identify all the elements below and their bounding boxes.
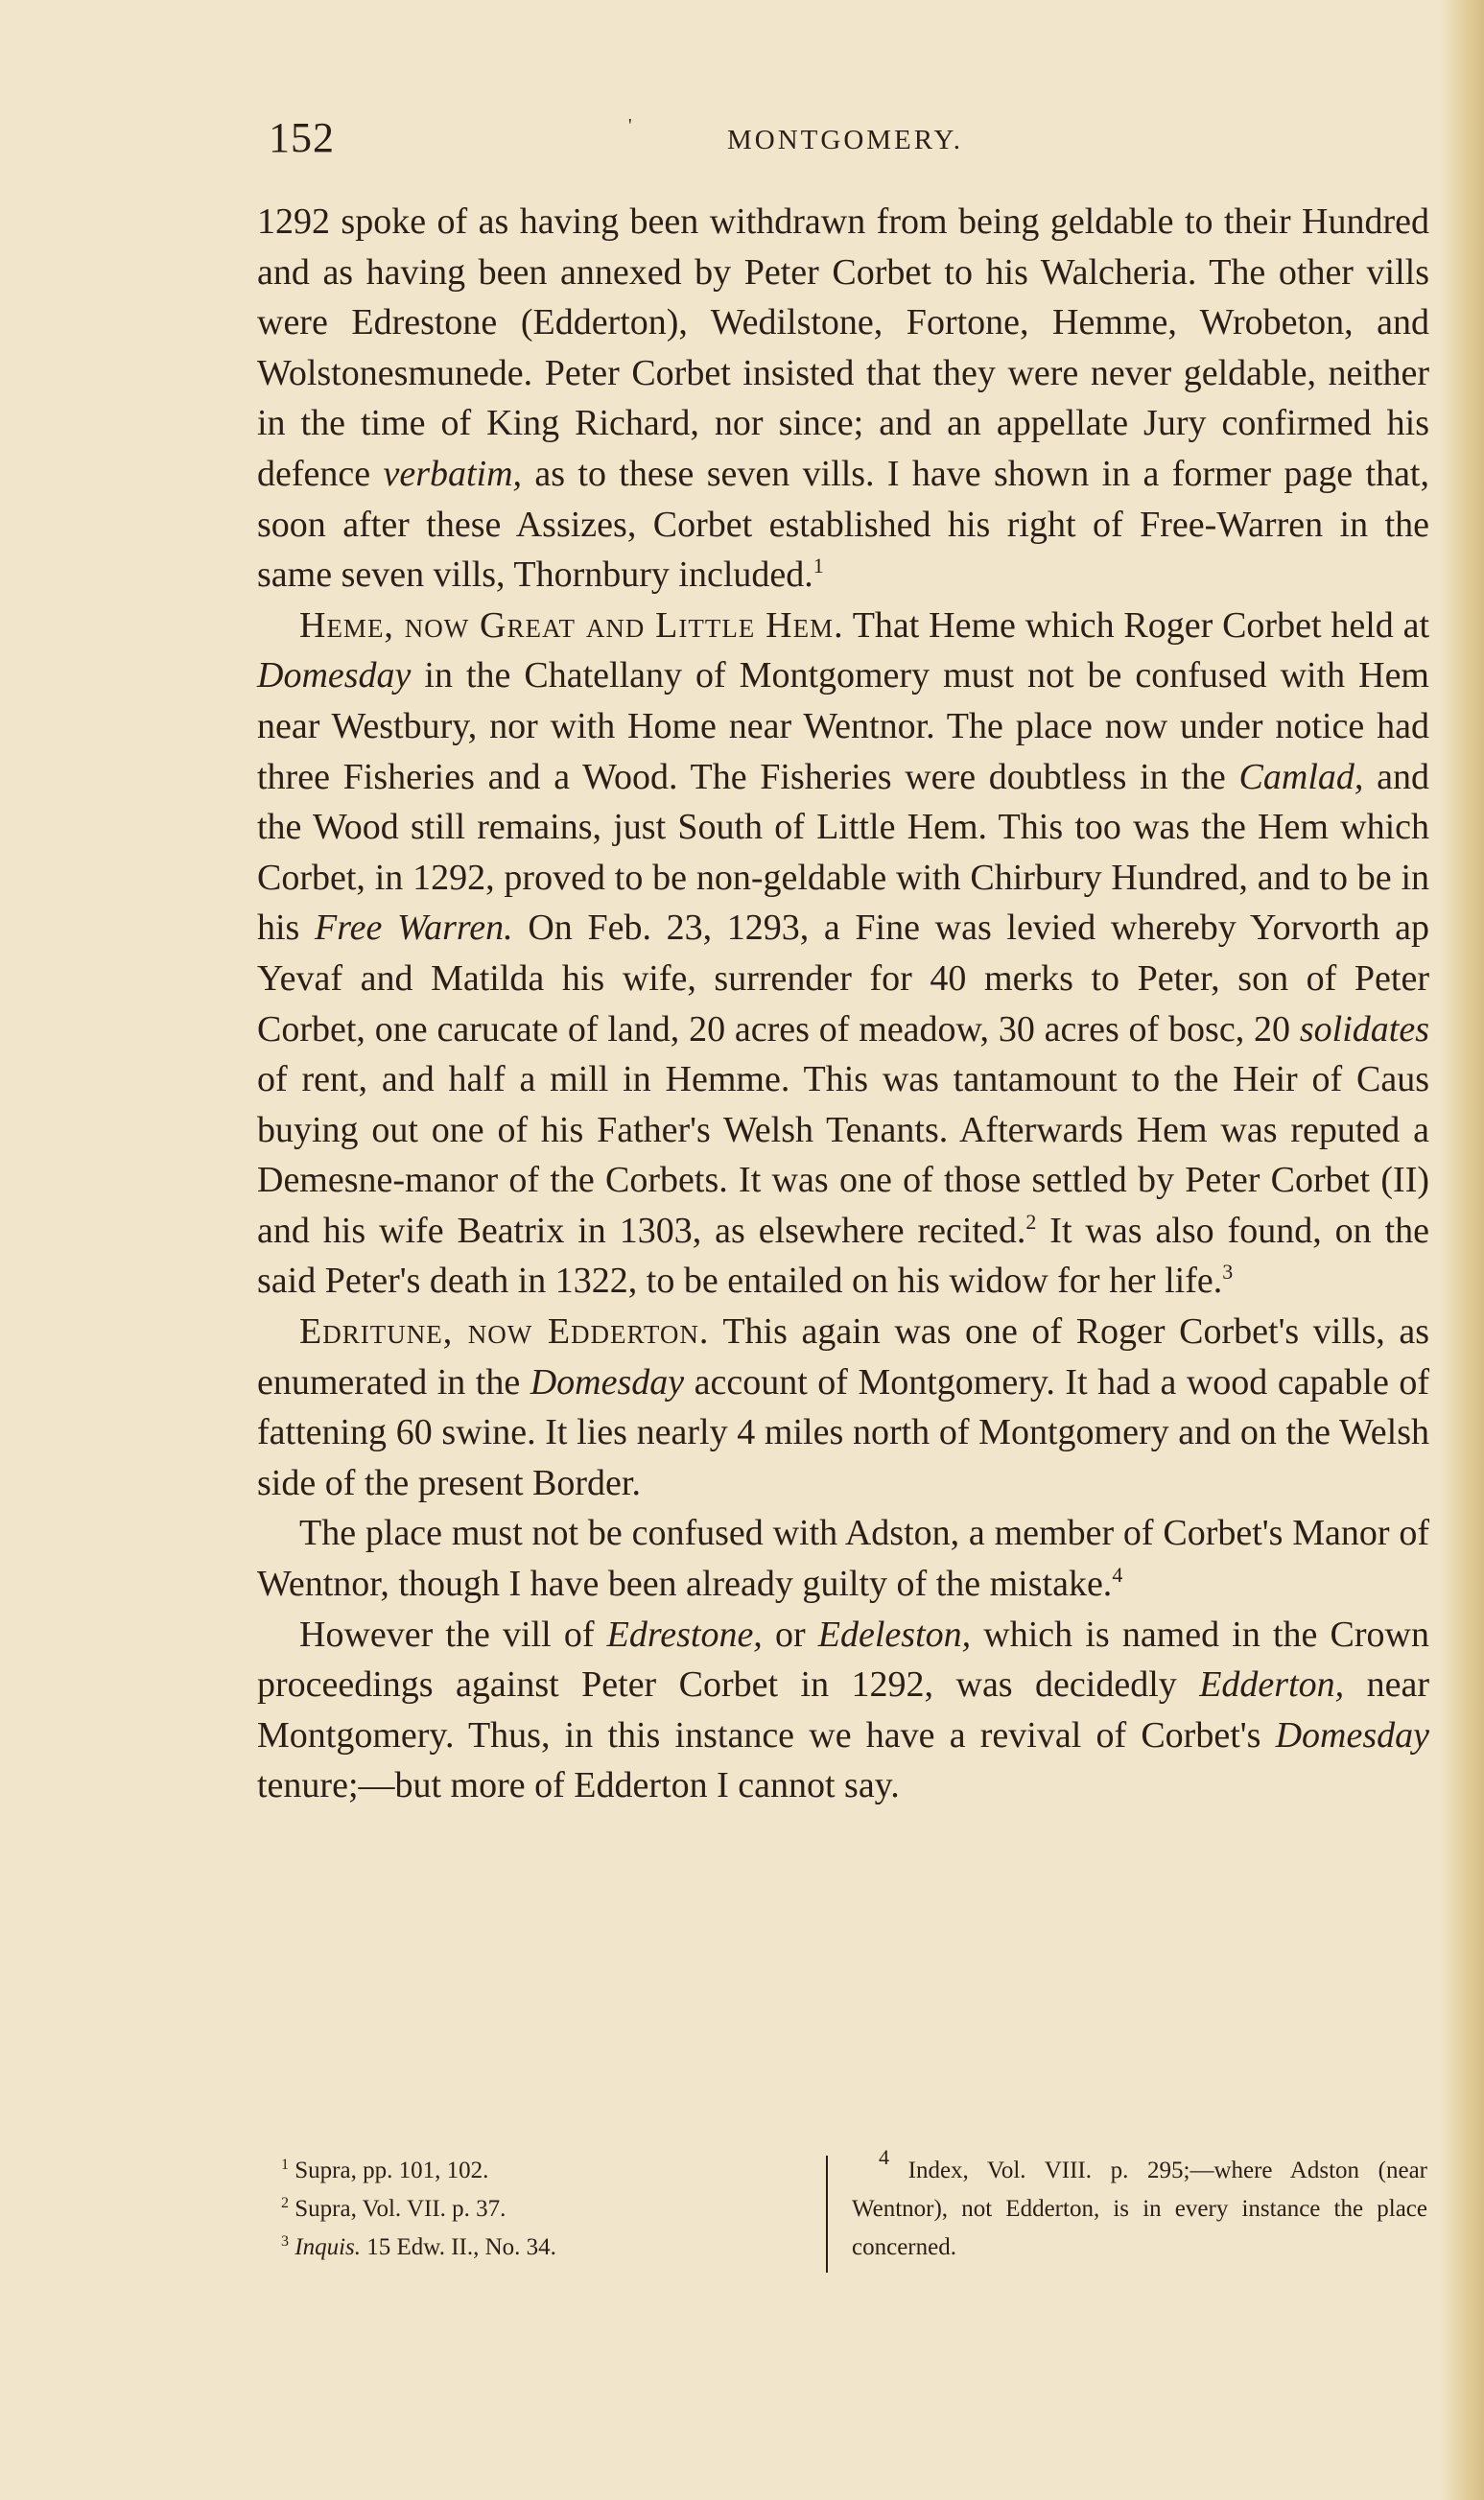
footnote-1: $^1$ Supra, pp. 101, 102. (281, 2157, 489, 2183)
paragraph-hem: Heme, now Great and Little Hem. That Heme which Roger Corbet held at Domesday in the Chatellany of Montgomery must not be confused with Hem near Westbury, nor with Home near Wentnor. The place now under notice had three Fisheries and a Wood. The Fisheries were doubtless in the Camlad, and the Wood still remains, just South of Little Hem. This too was the Hem which Corbet, in 1292, proved to be non-geldable with Chirbury Hundred, and to be in his Free Warren. On Feb. 23, 1293, a Fine was levied whereby Yorvorth ap Yevaf and Matilda his wife, surrender for 40 merks to Peter, son of Peter Corbet, one carucate of land, 20 acres of meadow, 30 acres of bosc, 20 solidates of rent, and half a mill in Hemme. This was tantamount to the Heir of Caus buying out one of his Father's Welsh Tenants. Afterwards Hem was reputed a Demesne-manor of the Corbets. It was one of those settled by Peter Corbet (II) and his wife Beatrix in 1303, as elsewhere recited.$^2$ It was also found, on the said Peter's death in 1322, to be entailed on his widow for her life.$^3$ (257, 604, 1430, 1302)
section-heading-hem: Heme, now Great and Little Hem. (299, 604, 844, 646)
footnote-ref: 2 (1025, 1209, 1037, 1234)
section-heading-edderton: Edritune, now Edderton. (299, 1311, 710, 1353)
body-text (257, 197, 1429, 1811)
header-mark: ' (628, 115, 632, 136)
footnote-ref: 4 (1112, 1563, 1123, 1588)
paragraph-continuation: 1292 spoke of as having been withdrawn from being geldable to their Hundred and as having been annexed by Peter Corbet to his Walcheria. The other vills were Edrestone (Edderton), Wedilstone, Fortone, Hemme, Wrobeton, and Wolstonesmunede. Peter Corbet insisted that they were never geldable, neither in the time of King Richard, nor since; and an appellate Jury confirmed his defence verbatim, as to these seven vills. I have shown in a former page that, soon after these Assizes, Corbet established his right of Free-Warren in the same seven vills, Thornbury included.$^1$ (257, 201, 1429, 596)
footnotes-right-column (852, 2145, 1427, 2267)
page-number: 152 (269, 114, 335, 161)
footnote-ref: 1 (813, 554, 824, 578)
page-header (269, 113, 1420, 171)
paragraph-edrestone: However the vill of Edrestone, or Edeleston, which is named in the Crown proceedings against Peter Corbet in 1292, was decidedly Edderton, near Montgomery. Thus, in this instance we have a revival of Corbet's Domesday tenure;—but more of Edderton I cannot say. (257, 1614, 1429, 1806)
footnote-4: $^4$ Index, Vol. VIII. p. 295;—where Adston (near Wentnor), not Edderton, is in every instance the place concerned. (852, 2145, 1427, 2260)
running-head: MONTGOMERY. (727, 125, 963, 155)
footnote-ref: 3 (1222, 1260, 1234, 1285)
footnote-3: $^3$ Inquis. 15 Edw. II., No. 34. (281, 2233, 556, 2260)
footnotes (271, 2145, 1432, 2276)
footnote-divider (826, 2156, 828, 2273)
paragraph-edderton: Edritune, now Edderton. This again was one of Roger Corbet's vills, as enumerated in the Domesday account of Montgomery. It had a wood capable of fattening 60 swine. It lies nearly 4 miles north of Montgomery and on the Welsh side of the present Border. (257, 1311, 1429, 1503)
footnote-2: $^2$ Supra, Vol. VII. p. 37. (281, 2195, 506, 2222)
paragraph-adston: The place must not be confused with Adston, a member of Corbet's Manor of Wentnor, though I have been already guilty of the mistake.$^4$ (257, 1513, 1429, 1605)
page-edge-shadow (1440, 0, 1484, 2500)
footnotes-left-column (281, 2152, 818, 2267)
